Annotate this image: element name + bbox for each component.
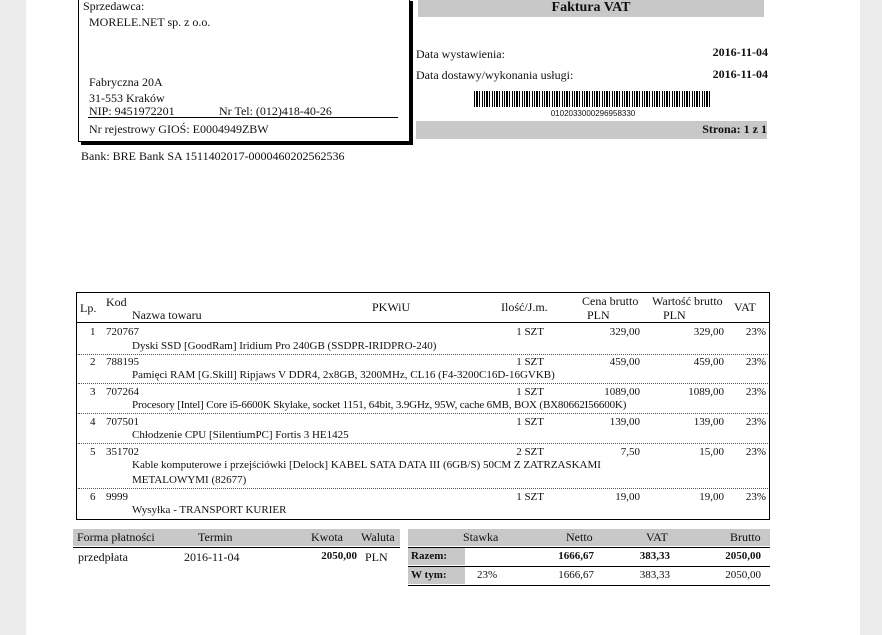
row-lp: 2 xyxy=(90,356,96,368)
seller-box xyxy=(78,0,410,142)
row-price: 329,00 xyxy=(609,326,640,338)
col-cena: Cena brutto xyxy=(582,294,639,308)
row-value: 15,00 xyxy=(699,446,724,458)
row-divider xyxy=(78,488,768,489)
row-price: 7,50 xyxy=(620,446,640,458)
totals-sum-label: Razem: xyxy=(411,550,448,562)
delivery-date-label: Data dostawy/wykonania usługi: xyxy=(416,68,574,82)
items-header-divider xyxy=(76,322,770,323)
row-lp: 3 xyxy=(90,386,96,398)
row-vat: 23% xyxy=(745,356,766,368)
row-price: 459,00 xyxy=(609,356,640,368)
totals-breakdown-label: W tym: xyxy=(411,569,447,581)
col-ilosc: Ilość/J.m. xyxy=(501,300,548,314)
row-qty: 1 SZT xyxy=(516,416,544,428)
row-value: 19,00 xyxy=(699,491,724,503)
payment-currency-header: Waluta xyxy=(361,530,395,544)
barcode-number: 0102033000296958330 xyxy=(550,109,636,118)
payment-term: 2016-11-04 xyxy=(184,550,240,564)
payment-amount: 2050,00 xyxy=(321,550,357,562)
row-kod: 707264 xyxy=(106,386,139,398)
col-vat: VAT xyxy=(734,300,756,314)
col-kod: Kod xyxy=(106,295,127,309)
issue-date-label: Data wystawienia: xyxy=(416,47,505,61)
seller-name: MORELE.NET sp. z o.o. xyxy=(89,15,211,29)
totals-net-header: Netto xyxy=(566,530,593,544)
issue-date: 2016-11-04 xyxy=(712,45,768,59)
row-kod: 707501 xyxy=(106,416,139,428)
row-product-name: Pamięci RAM [G.Skill] Ripjaws V DDR4, 2x8GB, 3200MHz, CL16 (F4-3200C16D-16GVKB) xyxy=(132,369,555,381)
row-qty: 1 SZT xyxy=(516,491,544,503)
row-price: 1089,00 xyxy=(604,386,640,398)
payment-term-header: Termin xyxy=(198,530,233,544)
barcode xyxy=(474,91,712,107)
totals-sum-gross: 2050,00 xyxy=(725,550,761,562)
row-qty: 1 SZT xyxy=(516,356,544,368)
seller-street: Fabryczna 20A xyxy=(89,75,163,89)
payment-currency: PLN xyxy=(365,550,388,564)
row-kod: 351702 xyxy=(106,446,139,458)
row-product-name: Dyski SSD [GoodRam] Iridium Pro 240GB (SSDPR-IRIDPRO-240) xyxy=(132,340,437,352)
seller-city: 31-553 Kraków xyxy=(89,91,165,105)
invoice-title: Faktura VAT xyxy=(418,0,764,17)
row-divider xyxy=(78,443,768,444)
payment-method-header: Forma płatności xyxy=(77,530,155,544)
row-kod: 720767 xyxy=(106,326,139,338)
row-lp: 5 xyxy=(90,446,96,458)
seller-heading: Sprzedawca: xyxy=(83,0,145,13)
row-value: 459,00 xyxy=(693,356,724,368)
delivery-date: 2016-11-04 xyxy=(712,67,768,81)
totals-vat-header: VAT xyxy=(646,530,668,544)
totals-sum-vat: 383,33 xyxy=(639,550,670,562)
col-wartosc-unit: PLN xyxy=(663,308,686,322)
totals-breakdown-gross: 2050,00 xyxy=(725,569,761,581)
seller-phone: Nr Tel: (012)418-40-26 xyxy=(219,104,332,118)
bank-info: Bank: BRE Bank SA 1511402017-0000460202562536 xyxy=(81,149,345,163)
totals-breakdown-net: 1666,67 xyxy=(558,569,594,581)
row-product-name: Chłodzenie CPU [SilentiumPC] Fortis 3 HE1425 xyxy=(132,429,349,441)
totals-gross-header: Brutto xyxy=(730,530,761,544)
row-value: 1089,00 xyxy=(688,386,724,398)
col-nazwa: Nazwa towaru xyxy=(132,308,202,322)
row-price: 19,00 xyxy=(615,491,640,503)
totals-breakdown-rate: 23% xyxy=(477,569,498,581)
row-vat: 23% xyxy=(745,326,766,338)
totals-rate-header: Stawka xyxy=(463,530,499,544)
row-vat: 23% xyxy=(745,491,766,503)
row-qty: 1 SZT xyxy=(516,386,544,398)
totals-breakdown-vat: 383,33 xyxy=(639,569,670,581)
seller-nip: NIP: 9451972201 xyxy=(89,104,175,118)
col-wartosc: Wartość brutto xyxy=(652,294,723,308)
row-lp: 1 xyxy=(90,326,96,338)
row-price: 139,00 xyxy=(609,416,640,428)
row-value: 139,00 xyxy=(693,416,724,428)
row-product-name: Wysyłka - TRANSPORT KURIER xyxy=(132,504,287,516)
row-vat: 23% xyxy=(745,386,766,398)
row-kod: 788195 xyxy=(106,356,139,368)
row-vat: 23% xyxy=(745,446,766,458)
page-number: Strona: 1 z 1 xyxy=(702,122,767,136)
totals-divider xyxy=(408,585,770,586)
seller-gios: Nr rejestrowy GIOŚ: E0004949ZBW xyxy=(89,122,269,136)
row-kod: 9999 xyxy=(106,491,128,503)
row-divider xyxy=(78,354,768,355)
row-qty: 1 SZT xyxy=(516,326,544,338)
payment-divider xyxy=(73,547,400,548)
payment-method: przedpłata xyxy=(78,550,128,564)
seller-divider xyxy=(88,117,398,118)
col-lp: Lp. xyxy=(80,301,97,315)
row-vat: 23% xyxy=(745,416,766,428)
row-divider xyxy=(78,413,768,414)
row-product-name: Procesory [Intel] Core i5-6600K Skylake, socket 1151, 64bit, 3.9GHz, 95W, cache 6MB, BOX (BX80662I56600K) xyxy=(132,399,627,411)
row-lp: 6 xyxy=(90,491,96,503)
row-divider xyxy=(78,383,768,384)
row-lp: 4 xyxy=(90,416,96,428)
row-product-name: Kable komputerowe i przejściówki [Delock] KABEL SATA DATA III (6GB/S) 50CM Z ZATRZASKAMI xyxy=(132,459,601,471)
col-cena-unit: PLN xyxy=(587,308,610,322)
totals-sum-net: 1666,67 xyxy=(558,550,594,562)
row-value: 329,00 xyxy=(693,326,724,338)
row-qty: 2 SZT xyxy=(516,446,544,458)
payment-amount-header: Kwota xyxy=(311,530,343,544)
row-product-name-cont: METALOWYMI (82677) xyxy=(132,474,247,486)
col-pkwiu: PKWiU xyxy=(372,300,411,314)
